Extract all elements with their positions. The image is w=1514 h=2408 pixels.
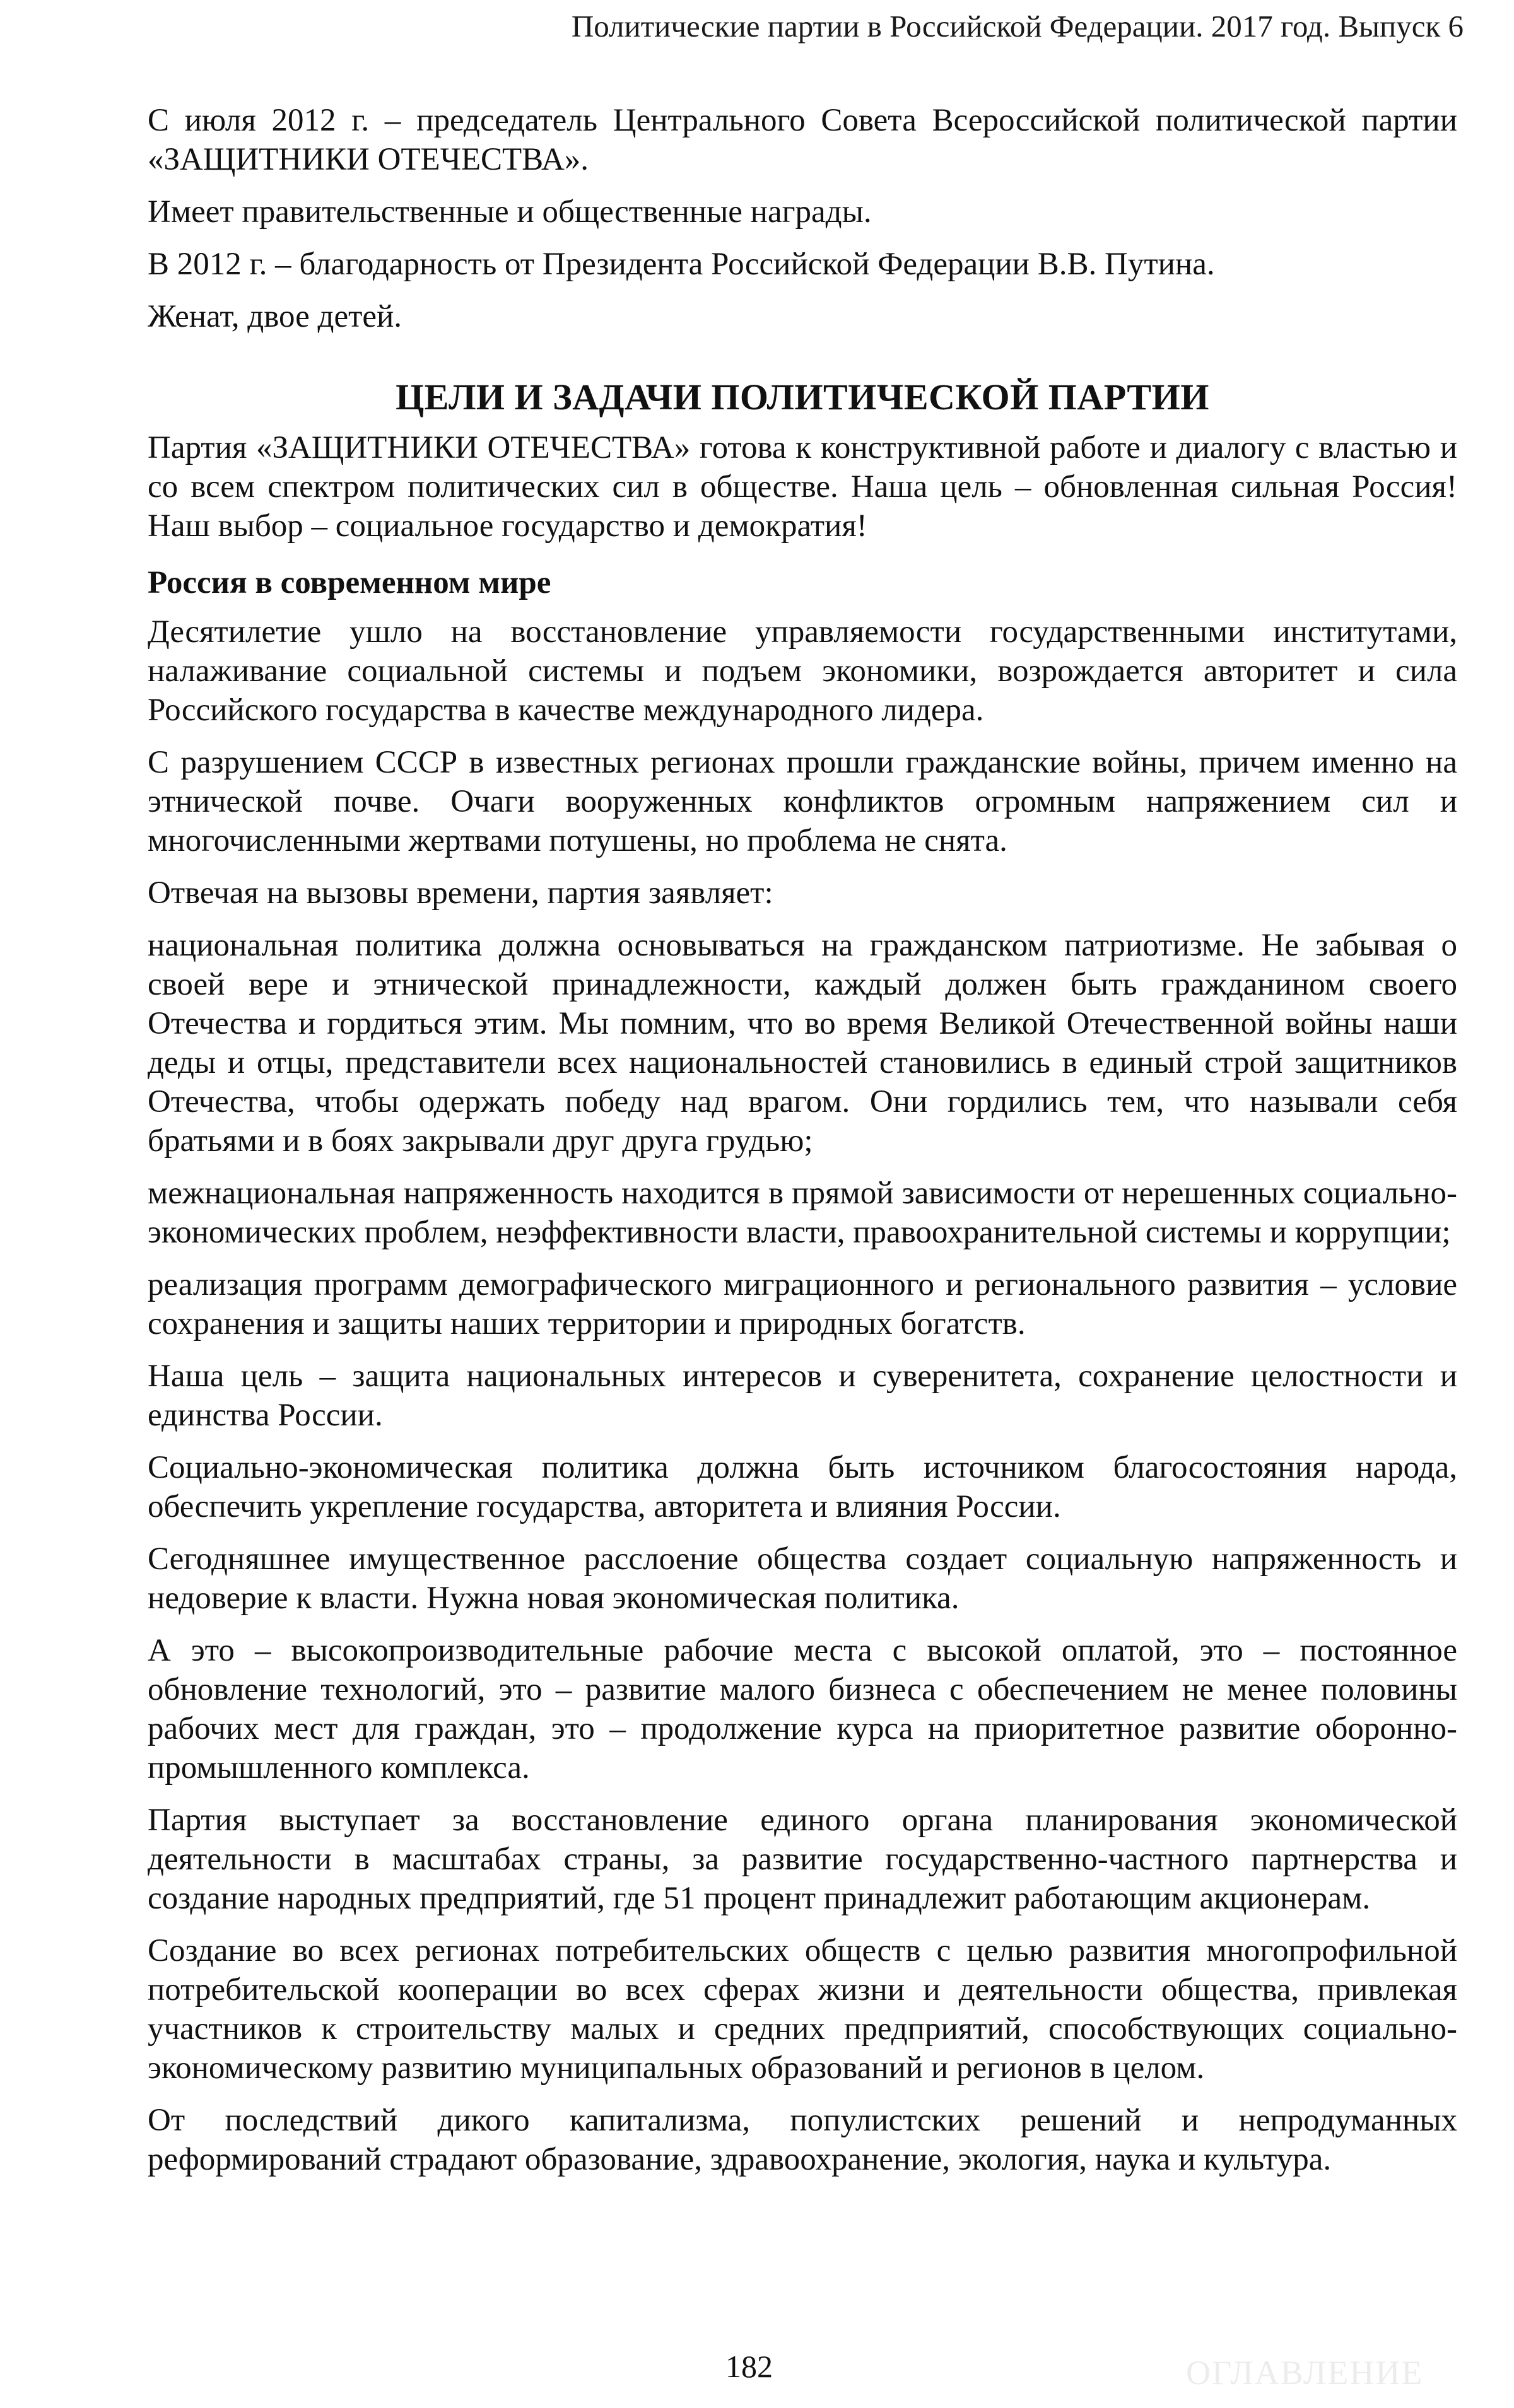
intro-paragraph: Партия «ЗАЩИТНИКИ ОТЕЧЕСТВА» готова к конструктивной работе и диалогу с властью и со всем спектром политических сил в обществе. Наша цель – обновленная сильная Россия! Наш выбор – социальное государство и демократия! xyxy=(148,430,1457,544)
biography-paragraph: С июля 2012 г. – председатель Центрального Совета Всероссийской политической партии «ЗАЩИТНИКИ ОТЕЧЕСТВА». xyxy=(148,103,1457,177)
body-paragraph: Партия выступает за восстановление единого органа планирования экономической деятельности в масштабах страны, за развитие государственно-частного партнерства и создание народных предприятий, где 51 процент принадлежит работающим акционерам. xyxy=(148,1803,1457,1916)
page-number: 182 xyxy=(725,2349,773,2384)
body-paragraph: реализация программ демографического миграционного и регионального развития – условие сохранения и защиты наших территории и природных богатств. xyxy=(148,1267,1457,1341)
body-paragraph: С разрушением СССР в известных регионах прошли гражданские войны, причем именно на этнической почве. Очаги вооруженных конфликтов огромным напряжением сил и многочисленными жертвами потушены, но проблема не снята. xyxy=(148,745,1457,858)
biography-paragraph: Женат, двое детей. xyxy=(148,299,402,334)
body-paragraph: Наша цель – защита национальных интересов и суверенитета, сохранение целостности и единства России. xyxy=(148,1359,1457,1433)
running-header: Политические партии в Российской Федерации. 2017 год. Выпуск 6 xyxy=(571,9,1464,44)
body-paragraph: Создание во всех регионах потребительских обществ с целью развития многопрофильной потребительской кооперации во всех сферах жизни и деятельности общества, привлекая участников к строительству малых и средних предприятий, способствующих социально-экономическому развитию муниципальных образований и регионов в целом. xyxy=(148,1933,1457,2086)
body-paragraph: А это – высокопроизводительные рабочие места с высокой оплатой, это – постоянное обновление технологий, это – развитие малого бизнеса с обеспечением не менее половины рабочих мест для граждан, это – продолжение курса на приоритетное развитие оборонно-промышленного комплекса. xyxy=(148,1633,1457,1786)
body-paragraph: национальная политика должна основываться на гражданском патриотизме. Не забывая о своей вере и этнической принадлежности, каждый должен быть гражданином своего Отечества и гордиться этим. Мы помним, что во время Великой Отечественной войны наши деды и отцы, представители всех национальностей становились в единый строй защитников Отечества, чтобы одержать победу над врагом. Они гордились тем, что называли себя братьями и в боях закрывали друг друга грудью; xyxy=(148,928,1457,1159)
body-paragraph: Социально-экономическая политика должна быть источником благосостояния народа, обеспечить укрепление государства, авторитета и влияния России. xyxy=(148,1450,1457,1524)
body-paragraph: Отвечая на вызовы времени, партия заявляет: xyxy=(148,875,773,911)
subheading: Россия в современном мире xyxy=(148,565,551,600)
body-paragraph: От последствий дикого капитализма, популистских решений и непродуманных реформирований страдают образование, здравоохранение, экология, наука и культура. xyxy=(148,2103,1457,2177)
biography-paragraph: В 2012 г. – благодарность от Президента Российской Федерации В.В. Путина. xyxy=(148,247,1215,282)
table-of-contents-link[interactable]: ОГЛАВЛЕНИЕ xyxy=(1186,2354,1424,2392)
body-paragraph: межнациональная напряженность находится в прямой зависимости от нерешенных социально-экономических проблем, неэффективности власти, правоохранительной системы и коррупции; xyxy=(148,1176,1457,1250)
page-content xyxy=(148,101,1457,2192)
section-title: ЦЕЛИ И ЗАДАЧИ ПОЛИТИЧЕСКОЙ ПАРТИИ xyxy=(396,377,1209,418)
body-paragraph: Десятилетие ушло на восстановление управляемости государственными институтами, налаживание социальной системы и подъем экономики, возрождается авторитет и сила Российского государства в качестве международного лидера. xyxy=(148,614,1457,728)
body-paragraph: Сегодняшнее имущественное расслоение общества создает социальную напряженность и недоверие к власти. Нужна новая экономическая политика. xyxy=(148,1541,1457,1616)
biography-paragraph: Имеет правительственные и общественные награды. xyxy=(148,194,872,230)
